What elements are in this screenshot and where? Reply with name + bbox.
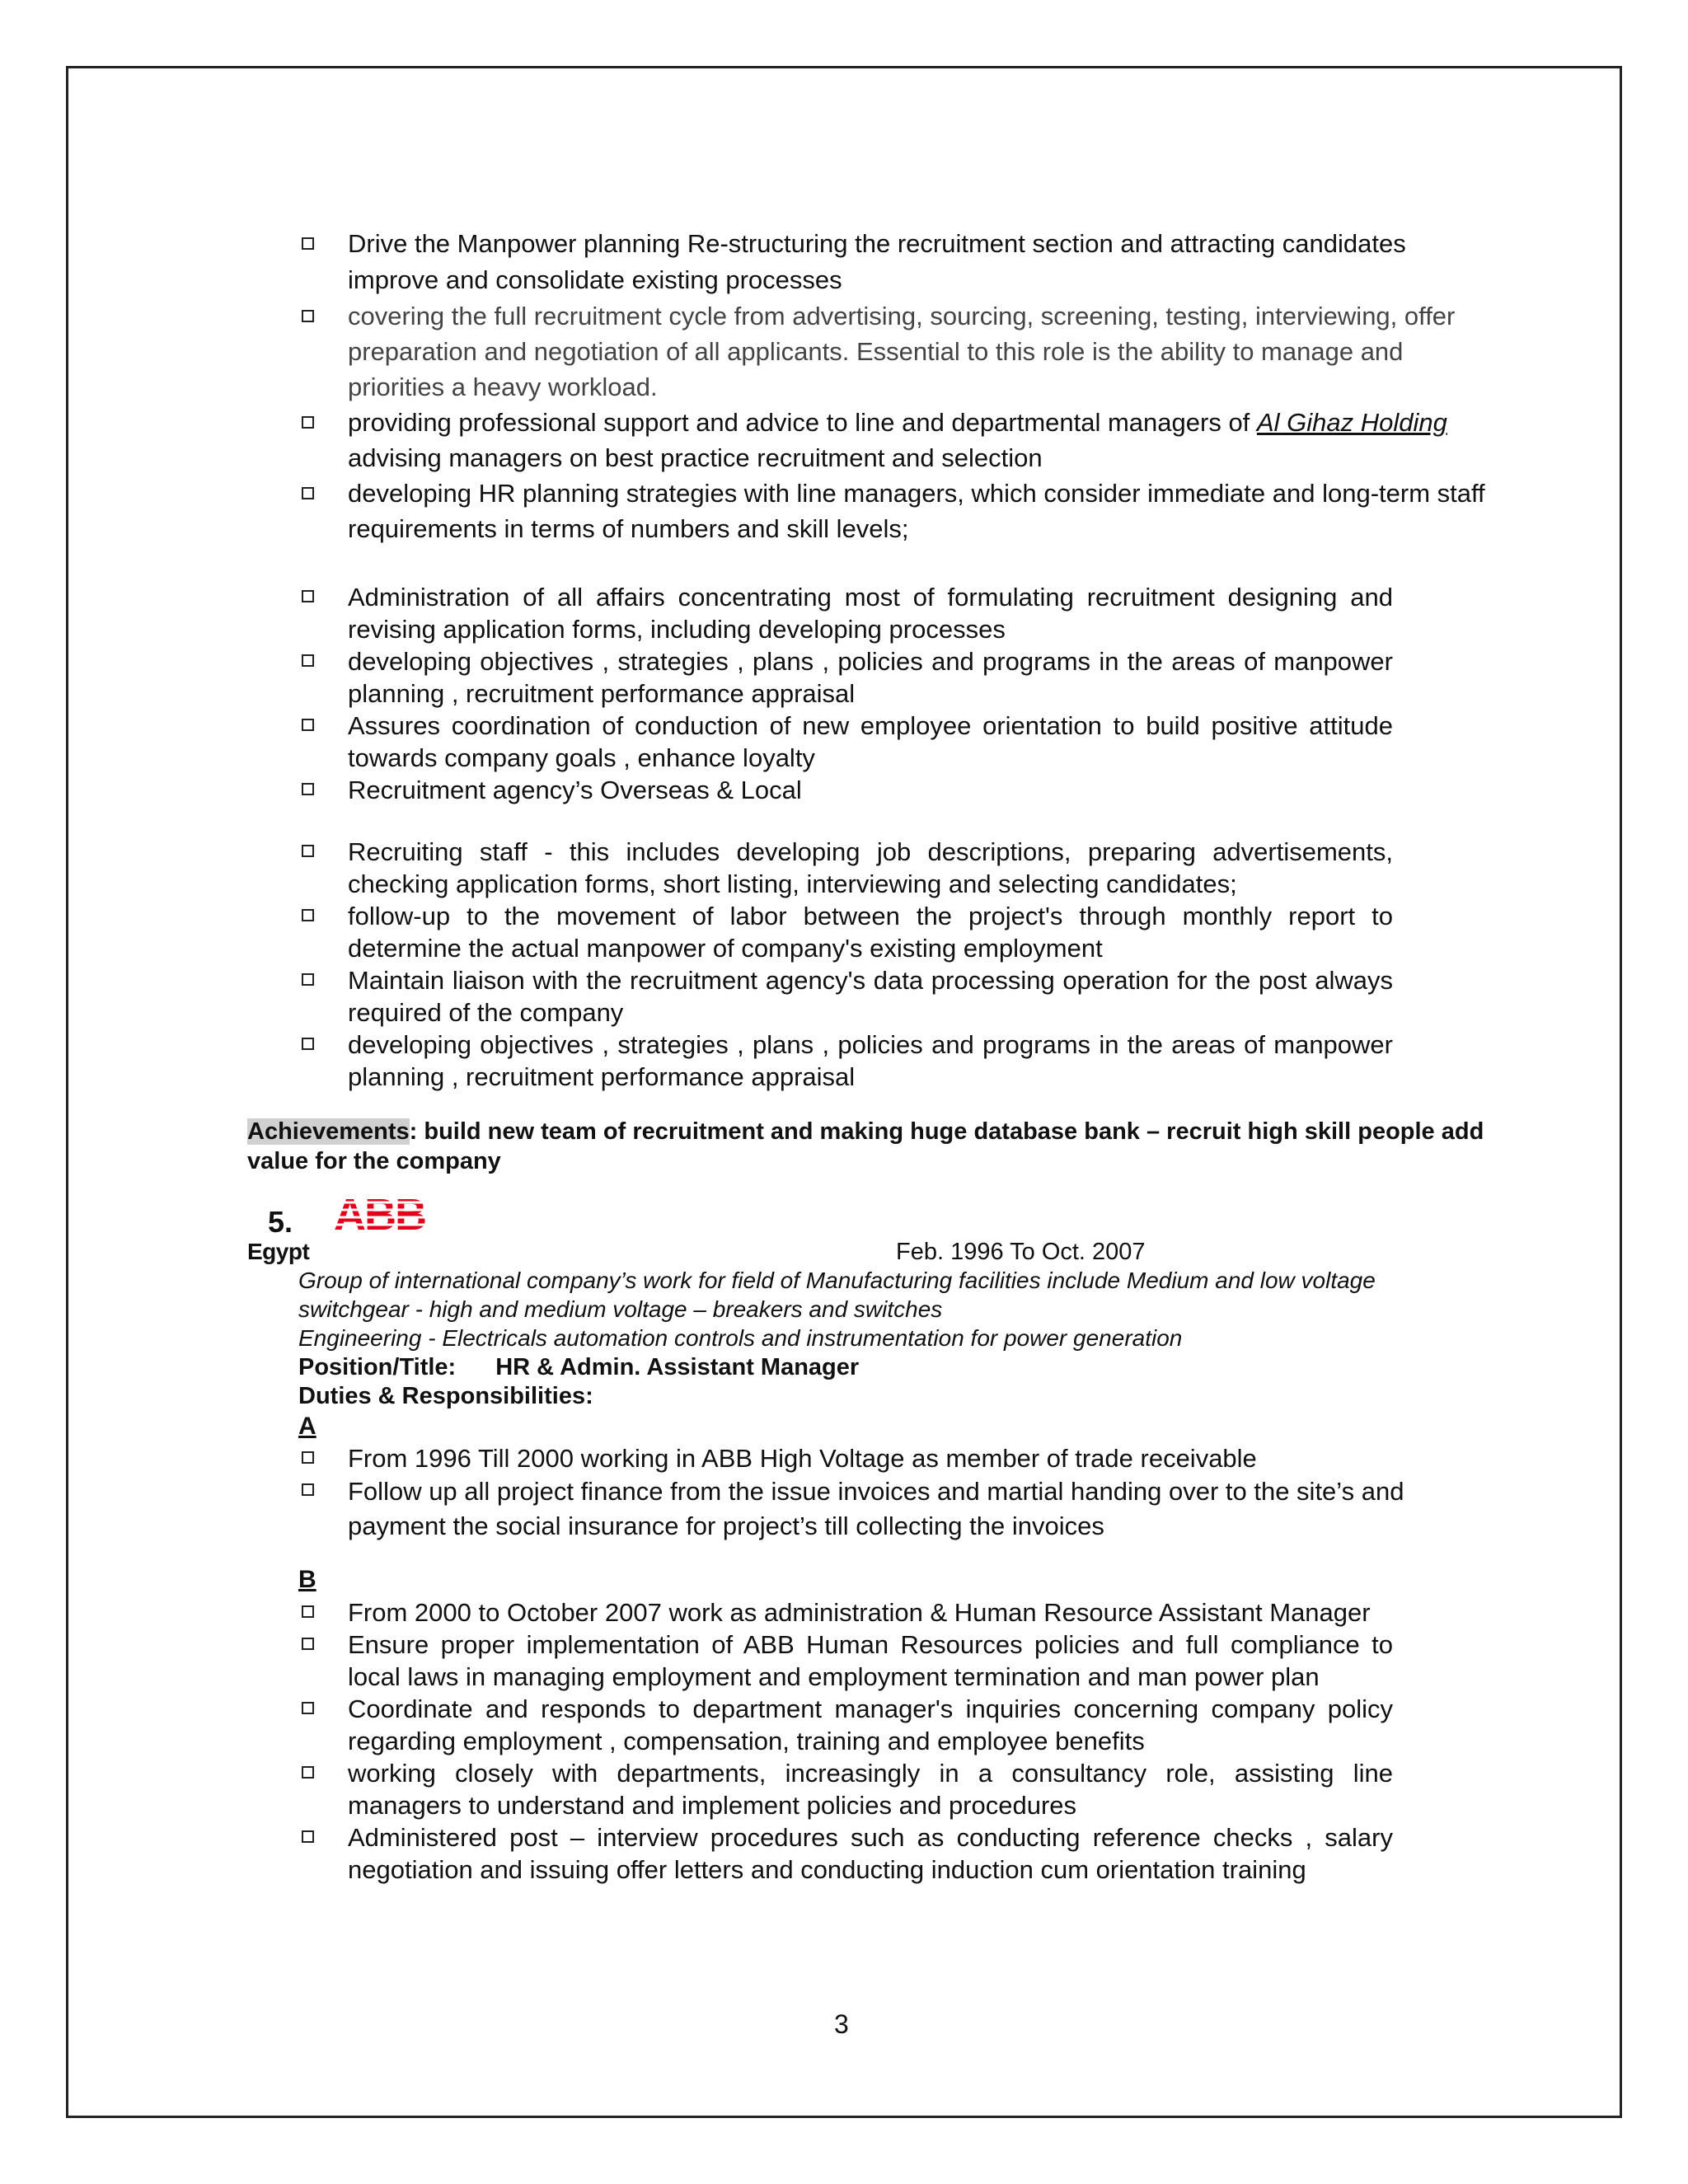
list-item: Recruiting staff - this includes developing job descriptions, preparing advertisements, checking application forms, short listing, interviewing and selecting candidates; <box>297 836 1393 900</box>
list-item: From 2000 to October 2007 work as administration & Human Resource Assistant Manager <box>297 1596 1393 1629</box>
list-item: developing objectives , strategies , plans , policies and programs in the areas of manpower planning , recruitment performance appraisal <box>297 645 1393 710</box>
list-item: developing objectives , strategies , plans , policies and programs in the areas of manpower planning , recruitment performance appraisal <box>297 1029 1393 1093</box>
list-item: covering the full recruitment cycle from advertising, sourcing, screening, testing, interviewing, offer preparation and negotiation of all applicants. Essential to this role is the ability to manage and priorities a heavy workload. <box>297 298 1502 405</box>
checkbox-bullet-icon <box>302 1830 314 1843</box>
duties-list-2 <box>297 581 1393 806</box>
list-item: Maintain liaison with the recruitment agency's data processing operation for the post always required of the company <box>297 964 1393 1029</box>
list-item: follow-up to the movement of labor between the project's through monthly report to determine the actual manpower of company's existing employment <box>297 900 1393 964</box>
checkbox-bullet-icon <box>302 973 314 986</box>
company-description: Group of international company’s work for field of Manufacturing facilities include Medium and low voltage switchgear - high and medium voltage – breakers and switches Engineering - Electricals automation controls and instrumentation for power generation <box>298 1268 1376 1351</box>
checkbox-bullet-icon <box>302 1038 314 1050</box>
job-location: Egypt <box>247 1239 310 1264</box>
checkbox-bullet-icon <box>302 719 314 731</box>
checkbox-bullet-icon <box>302 590 314 602</box>
list-item: Recruitment agency’s Overseas & Local <box>297 774 1393 806</box>
checkbox-bullet-icon <box>302 487 314 499</box>
list-item: Administration of all affairs concentrating most of formulating recruitment designing and revising application forms, including developing processes <box>297 581 1393 645</box>
checkbox-bullet-icon <box>302 1638 314 1650</box>
checkbox-bullet-icon <box>302 237 314 250</box>
checkbox-bullet-icon <box>302 909 314 921</box>
company-link-al-gihaz[interactable]: Al Gihaz Holding <box>1256 408 1447 437</box>
list-item: Follow up all project finance from the issue invoices and martial handing over to the site’s and payment the social insurance for project’s till collecting the invoices <box>297 1474 1492 1544</box>
duties-list-1 <box>297 226 1484 546</box>
list-item: Administered post – interview procedures such as conducting reference checks , salary negotiation and issuing offer letters and conducting induction cum orientation training <box>297 1821 1393 1886</box>
checkbox-bullet-icon <box>302 654 314 667</box>
job-number: 5. <box>268 1205 293 1239</box>
list-item: developing HR planning strategies with line managers, which consider immediate and long-term staff requirements in terms of numbers and skill levels; <box>297 476 1502 546</box>
checkbox-bullet-icon <box>302 1605 314 1618</box>
list-item: From 1996 Till 2000 working in ABB High Voltage as member of trade receivable <box>297 1442 1492 1474</box>
abb-logo-icon <box>334 1193 470 1235</box>
list-item: providing professional support and advice to line and departmental managers of Al Gihaz Holding advising managers on best practice recruitment and selection <box>297 405 1502 476</box>
list-item: Ensure proper implementation of ABB Human Resources policies and full compliance to local laws in managing employment and employment termination and man power plan <box>297 1629 1393 1693</box>
page-number: 3 <box>834 2009 849 2039</box>
job-dates: Feb. 1996 To Oct. 2007 <box>896 1239 1146 1265</box>
list-item: Coordinate and responds to department manager's inquiries concerning company policy regarding employment , compensation, training and employee benefits <box>297 1693 1393 1757</box>
checkbox-bullet-icon <box>302 1483 314 1496</box>
duties-list-b <box>297 1596 1393 1886</box>
duties-heading: Duties & Responsibilities: <box>298 1383 593 1409</box>
checkbox-bullet-icon <box>302 1702 314 1714</box>
list-item: Assures coordination of conduction of new employee orientation to build positive attitude towards company goals , enhance loyalty <box>297 710 1393 774</box>
svg-text:ABB: ABB <box>334 1193 425 1235</box>
duties-list-3 <box>297 836 1393 1093</box>
duties-list-a <box>297 1442 1492 1544</box>
checkbox-bullet-icon <box>302 845 314 857</box>
checkbox-bullet-icon <box>302 783 314 795</box>
checkbox-bullet-icon <box>302 310 314 322</box>
section-a-heading: A <box>298 1413 316 1440</box>
list-item: working closely with departments, increasingly in a consultancy role, assisting line managers to understand and implement policies and procedures <box>297 1757 1393 1821</box>
position-title: Position/Title: HR & Admin. Assistant Manager <box>298 1354 860 1380</box>
achievements <box>247 1117 1500 1176</box>
checkbox-bullet-icon <box>302 416 314 429</box>
checkbox-bullet-icon <box>302 1766 314 1779</box>
achievements-label: Achievements <box>247 1118 410 1145</box>
list-item: Drive the Manpower planning Re-structuring the recruitment section and attracting candidates improve and consolidate existing processes <box>297 226 1484 298</box>
checkbox-bullet-icon <box>302 1451 314 1464</box>
abb-logo <box>334 1193 470 1239</box>
achievements-text: : build new team of recruitment and making huge database bank – recruit high skill people add value for the company <box>247 1118 1484 1174</box>
section-b-heading: B <box>298 1566 316 1593</box>
